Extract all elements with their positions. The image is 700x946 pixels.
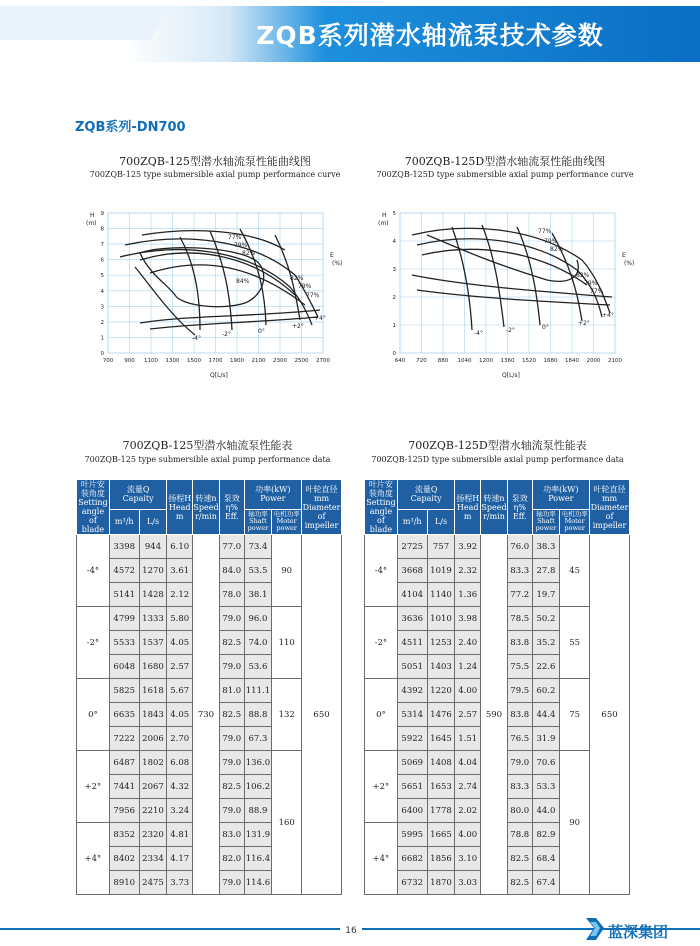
header-flow-ls: L/s [427, 509, 455, 534]
header-flow-m3h: m³/h [397, 509, 427, 534]
chart1-angle-label: -2° [222, 331, 231, 338]
efficiency-cell: 79.0 [219, 727, 244, 751]
shaft-power-cell: 38.1 [244, 583, 272, 607]
flow-m3h-cell: 4104 [397, 583, 427, 607]
y-tick-label: 3 [392, 267, 396, 273]
header-head: 扬程H Head m [455, 480, 481, 535]
x-tick-label: 1900 [230, 358, 244, 364]
flow-ls-cell: 1019 [427, 559, 455, 583]
flow-ls-cell: 1220 [427, 679, 455, 703]
series-title: ZQB系列-DN700 [75, 120, 186, 135]
blade-angle-cell: 0° [365, 679, 398, 751]
flow-m3h-cell: 5825 [109, 679, 139, 703]
chart1-angle-label: +4° [314, 315, 326, 322]
flow-ls-cell: 2334 [139, 847, 167, 871]
header-diameter: 叶轮直径 mm Diameter of impeller [302, 480, 342, 535]
flow-ls-cell: 2320 [139, 823, 167, 847]
x-tick-label: 2500 [294, 358, 309, 364]
flow-m3h-cell: 7441 [109, 775, 139, 799]
shaft-power-cell: 131.9 [244, 823, 272, 847]
x-tick-label: 900 [124, 358, 135, 364]
header-angle: 叶片安 装角度 Setting angle of blade [366, 480, 396, 534]
motor-power-cell: 90 [272, 535, 302, 607]
head-cell: 3.03 [455, 871, 481, 895]
efficiency-cell: 81.0 [219, 679, 244, 703]
y-tick-label: 2 [392, 295, 396, 301]
head-cell: 2.32 [455, 559, 481, 583]
x-tick-label: 720 [416, 358, 427, 364]
impeller-diameter-cell: 650 [590, 535, 630, 895]
flow-m3h-cell: 3636 [397, 607, 427, 631]
flow-m3h-cell: 2725 [397, 535, 427, 559]
efficiency-cell: 83.3 [507, 775, 532, 799]
chart2-e-unit: (%) [624, 260, 635, 267]
x-tick-label: 1200 [479, 358, 493, 364]
efficiency-cell: 79.0 [219, 655, 244, 679]
efficiency-cell: 82.5 [507, 847, 532, 871]
page-number: 16 [340, 926, 362, 942]
y-tick-label: 9 [100, 211, 104, 217]
head-cell: 4.32 [167, 775, 193, 799]
table2-title-cn: 700ZQB-125D型潜水轴流泵性能表 [408, 439, 587, 452]
flow-m3h-cell: 5533 [109, 631, 139, 655]
header-power: 功率(kW) Power [244, 480, 302, 510]
table2-performance-data [364, 479, 630, 895]
shaft-power-cell: 67.3 [244, 727, 272, 751]
head-cell: 4.00 [455, 823, 481, 847]
flow-m3h-cell: 5922 [397, 727, 427, 751]
chart2-angle-label: -2° [506, 327, 515, 334]
flow-ls-cell: 1408 [427, 751, 455, 775]
efficiency-cell: 83.3 [507, 559, 532, 583]
chart2-angle-label: -4° [474, 330, 483, 337]
shaft-power-cell: 106.2 [244, 775, 272, 799]
efficiency-cell: 79.0 [219, 871, 244, 895]
chart1-title-cn: 700ZQB-125型潜水轴流泵性能曲线图 [119, 155, 311, 168]
flow-ls-cell: 1802 [139, 751, 167, 775]
efficiency-cell: 82.0 [219, 847, 244, 871]
x-tick-label: 2100 [608, 358, 622, 364]
flow-m3h-cell: 8910 [109, 871, 139, 895]
chart1-eff-label: 77% [228, 234, 242, 241]
x-tick-label: 2700 [316, 358, 330, 364]
blade-angle-cell: -4° [77, 535, 110, 607]
table1-title-cn: 700ZQB-125型潜水轴流泵性能表 [122, 439, 293, 452]
head-cell: 5.67 [167, 679, 193, 703]
head-cell: 4.00 [455, 679, 481, 703]
y-tick-label: 2 [100, 319, 104, 326]
chart2-h-unit: (m) [378, 220, 389, 227]
chart1-angle-label: -4° [192, 335, 201, 342]
flow-m3h-cell: 6048 [109, 655, 139, 679]
flow-m3h-cell: 6487 [109, 751, 139, 775]
head-cell: 1.51 [455, 727, 481, 751]
shaft-power-cell: 44.4 [532, 703, 560, 727]
header-angle: 叶片安 装角度 Setting angle of blade [78, 480, 108, 534]
table-row [365, 535, 630, 559]
efficiency-cell: 77.0 [219, 535, 244, 559]
shaft-power-cell: 35.2 [532, 631, 560, 655]
head-cell: 2.74 [455, 775, 481, 799]
head-cell: 4.17 [167, 847, 193, 871]
shaft-power-cell: 50.2 [532, 607, 560, 631]
efficiency-cell: 75.5 [507, 655, 532, 679]
motor-power-cell: 45 [560, 535, 590, 607]
flow-ls-cell: 2067 [139, 775, 167, 799]
blade-angle-cell: -2° [77, 607, 110, 679]
head-cell: 3.73 [167, 871, 193, 895]
chart2-eff-label: 82% [550, 246, 564, 253]
flow-ls-cell: 1537 [139, 631, 167, 655]
shaft-power-cell: 116.4 [244, 847, 272, 871]
head-cell: 3.92 [455, 535, 481, 559]
chart2-eff-label: 77% [590, 288, 604, 295]
page-title: ZQB系列潜水轴流泵技术参数 [256, 21, 604, 50]
flow-ls-cell: 1333 [139, 607, 167, 631]
chart2-eff-label: 77% [538, 228, 552, 235]
flow-m3h-cell: 4799 [109, 607, 139, 631]
motor-power-cell: 55 [560, 607, 590, 679]
shaft-power-cell: 136.0 [244, 751, 272, 775]
head-cell: 5.80 [167, 607, 193, 631]
chart2-title-en: 700ZQB-125D type submersible axial pump performance curve [376, 170, 634, 179]
chart2-angle-label: 0° [542, 324, 549, 331]
flow-m3h-cell: 8402 [109, 847, 139, 871]
flow-m3h-cell: 5651 [397, 775, 427, 799]
efficiency-cell: 83.0 [219, 823, 244, 847]
flow-ls-cell: 1428 [139, 583, 167, 607]
flow-m3h-cell: 6400 [397, 799, 427, 823]
head-cell: 2.40 [455, 631, 481, 655]
shaft-power-cell: 38.3 [532, 535, 560, 559]
flow-ls-cell: 1476 [427, 703, 455, 727]
header-motor-power: 电机功率 Moter power [272, 509, 302, 534]
y-tick-label: 1 [100, 335, 104, 342]
head-cell: 1.36 [455, 583, 481, 607]
chart1-performance-curve [80, 205, 355, 380]
blade-angle-cell: 0° [77, 679, 110, 751]
efficiency-cell: 83.8 [507, 703, 532, 727]
shaft-power-cell: 27.8 [532, 559, 560, 583]
y-tick-label: 6 [100, 257, 104, 264]
y-tick-label: 0 [100, 351, 104, 357]
shaft-power-cell: 96.0 [244, 607, 272, 631]
head-cell: 1.24 [455, 655, 481, 679]
shaft-power-cell: 53.6 [244, 655, 272, 679]
flow-m3h-cell: 7222 [109, 727, 139, 751]
shaft-power-cell: 114.6 [244, 871, 272, 895]
efficiency-cell: 78.5 [507, 607, 532, 631]
flow-ls-cell: 2006 [139, 727, 167, 751]
header-eff: 泵效 η% Eff. [219, 480, 244, 535]
efficiency-cell: 77.2 [507, 583, 532, 607]
efficiency-cell: 82.5 [507, 871, 532, 895]
flow-m3h-cell: 6732 [397, 871, 427, 895]
flow-ls-cell: 2210 [139, 799, 167, 823]
shaft-power-cell: 70.6 [532, 751, 560, 775]
chart2-x-label: Q[L/s] [502, 372, 520, 379]
shaft-power-cell: 88.8 [244, 703, 272, 727]
chart2-title-cn: 700ZQB-125D型潜水轴流泵性能曲线图 [404, 155, 606, 168]
motor-power-cell: 110 [272, 607, 302, 679]
speed-cell: 590 [481, 535, 508, 895]
efficiency-cell: 76.5 [507, 727, 532, 751]
x-tick-label: 1840 [565, 358, 579, 364]
chart1-h-label: H [90, 212, 95, 219]
blade-angle-cell: -2° [365, 607, 398, 679]
head-cell: 4.05 [167, 703, 193, 727]
y-tick-label: 5 [100, 273, 104, 280]
header-eff: 泵效 η% Eff. [507, 480, 532, 535]
flow-ls-cell: 1653 [427, 775, 455, 799]
flow-ls-cell: 1665 [427, 823, 455, 847]
x-tick-label: 2000 [586, 358, 601, 364]
flow-m3h-cell: 6635 [109, 703, 139, 727]
x-tick-label: 1300 [165, 358, 180, 364]
efficiency-cell: 82.5 [219, 631, 244, 655]
motor-power-cell: 160 [272, 751, 302, 895]
y-tick-label: 4 [100, 288, 104, 295]
shaft-power-cell: 88.9 [244, 799, 272, 823]
chart2-eff-label: 79% [584, 280, 598, 287]
chart1-angle-label: +2° [292, 323, 304, 330]
flow-m3h-cell: 6682 [397, 847, 427, 871]
shaft-power-cell: 73.4 [244, 535, 272, 559]
flow-ls-cell: 1140 [427, 583, 455, 607]
head-cell: 4.04 [455, 751, 481, 775]
header-head: 扬程H Head m [167, 480, 193, 535]
head-cell: 3.10 [455, 847, 481, 871]
shaft-power-cell: 44.0 [532, 799, 560, 823]
efficiency-cell: 82.5 [219, 775, 244, 799]
head-cell: 6.10 [167, 535, 193, 559]
head-cell: 3.61 [167, 559, 193, 583]
flow-m3h-cell: 5051 [397, 655, 427, 679]
header-shaft-power: 轴功率 Shaft power [532, 509, 560, 534]
shaft-power-cell: 74.0 [244, 631, 272, 655]
flow-ls-cell: 944 [139, 535, 167, 559]
header-motor-power: 电机功率 Moter power [560, 509, 590, 534]
flow-ls-cell: 757 [427, 535, 455, 559]
head-cell: 2.12 [167, 583, 193, 607]
chart1-x-label: Q[L/s] [210, 372, 228, 379]
blade-angle-cell: +4° [77, 823, 110, 895]
chart1-h-unit: (m) [86, 220, 97, 227]
chart1-e-unit: (%) [332, 260, 343, 267]
efficiency-cell: 79.5 [507, 679, 532, 703]
x-tick-label: 2300 [273, 358, 287, 364]
chart1-eff-label: 77% [306, 292, 320, 299]
chart2-eff-label: 82% [576, 272, 590, 279]
efficiency-cell: 79.0 [219, 751, 244, 775]
flow-m3h-cell: 7956 [109, 799, 139, 823]
flow-ls-cell: 2475 [139, 871, 167, 895]
flow-m3h-cell: 5995 [397, 823, 427, 847]
efficiency-cell: 79.0 [507, 751, 532, 775]
speed-cell: 730 [193, 535, 220, 895]
motor-power-cell: 132 [272, 679, 302, 751]
flow-m3h-cell: 4572 [109, 559, 139, 583]
shaft-power-cell: 67.4 [532, 871, 560, 895]
header-shaft-power: 轴功率 Shaft power [244, 509, 272, 534]
chart1-eff-label: 82% [290, 275, 304, 282]
flow-ls-cell: 1856 [427, 847, 455, 871]
y-tick-label: 7 [100, 242, 104, 249]
x-tick-label: 1680 [543, 358, 558, 364]
x-tick-label: 880 [437, 358, 449, 364]
flow-ls-cell: 1010 [427, 607, 455, 631]
y-tick-label: 8 [100, 226, 104, 233]
flow-m3h-cell: 3668 [397, 559, 427, 583]
impeller-diameter-cell: 650 [302, 535, 342, 895]
blade-angle-cell: +4° [365, 823, 398, 895]
head-cell: 2.02 [455, 799, 481, 823]
shaft-power-cell: 111.1 [244, 679, 272, 703]
table-row [77, 535, 342, 559]
flow-ls-cell: 1270 [139, 559, 167, 583]
chart1-angle-label: 0° [258, 328, 265, 335]
y-tick-label: 4 [392, 239, 396, 245]
efficiency-cell: 76.0 [507, 535, 532, 559]
header-flow: 流量Q Capaity [397, 480, 455, 510]
company-logo [584, 916, 694, 944]
chart2-performance-curve [372, 205, 647, 380]
header-flow: 流量Q Capaity [109, 480, 167, 510]
head-cell: 6.08 [167, 751, 193, 775]
y-tick-label: 5 [392, 211, 396, 217]
efficiency-cell: 79.0 [219, 799, 244, 823]
chart1-eff-label: 79% [234, 242, 248, 249]
chart2-angle-label: +4° [602, 312, 614, 319]
flow-m3h-cell: 5069 [397, 751, 427, 775]
head-cell: 4.81 [167, 823, 193, 847]
x-tick-label: 1520 [522, 358, 536, 364]
chart1-eff-label: 82% [242, 250, 256, 257]
header-diameter: 叶轮直径 mm Diameter of impeller [590, 480, 630, 535]
flow-m3h-cell: 8352 [109, 823, 139, 847]
header-flow-ls: L/s [139, 509, 167, 534]
y-tick-label: 3 [100, 304, 104, 311]
head-cell: 2.70 [167, 727, 193, 751]
flow-m3h-cell: 5314 [397, 703, 427, 727]
shaft-power-cell: 60.2 [532, 679, 560, 703]
chart1-eff-label: 84% [236, 278, 250, 285]
table1-title-en: 700ZQB-125 type submersible axial pump performance data [84, 455, 331, 464]
efficiency-cell: 78.8 [507, 823, 532, 847]
logo-text: 蓝深集团 [608, 923, 669, 941]
header-speed: 转速n Speed r/min [193, 480, 220, 535]
table2-title-en: 700ZQB-125D type submersible axial pump performance data [371, 455, 624, 464]
x-tick-label: 1360 [500, 358, 515, 364]
flow-ls-cell: 1645 [427, 727, 455, 751]
head-cell: 4.05 [167, 631, 193, 655]
shaft-power-cell: 53.3 [532, 775, 560, 799]
y-tick-label: 0 [392, 351, 396, 357]
header-flow-m3h: m³/h [109, 509, 139, 534]
shaft-power-cell: 19.7 [532, 583, 560, 607]
efficiency-cell: 78.0 [219, 583, 244, 607]
chart1-e-label: E [330, 252, 334, 259]
blade-angle-cell: -4° [365, 535, 398, 607]
chart1-eff-label: 79% [298, 283, 312, 290]
head-cell: 2.57 [167, 655, 193, 679]
motor-power-cell: 75 [560, 679, 590, 751]
efficiency-cell: 80.0 [507, 799, 532, 823]
flow-ls-cell: 1870 [427, 871, 455, 895]
blade-angle-cell: +2° [77, 751, 110, 823]
chart1-title-en: 700ZQB-125 type submersible axial pump performance curve [89, 170, 341, 179]
header-power: 功率(kW) Power [532, 480, 590, 510]
x-tick-label: 1500 [187, 358, 201, 364]
head-cell: 3.98 [455, 607, 481, 631]
flow-ls-cell: 1403 [427, 655, 455, 679]
chart2-angle-label: +2° [578, 320, 590, 327]
x-tick-label: 1700 [208, 358, 223, 364]
chart2-h-label: H [382, 212, 387, 219]
chart2-eff-label: 79% [544, 238, 558, 245]
logo-mark-icon [584, 916, 606, 942]
blade-angle-cell: +2° [365, 751, 398, 823]
x-tick-label: 700 [102, 358, 114, 364]
flow-m3h-cell: 5141 [109, 583, 139, 607]
x-tick-label: 2100 [251, 358, 266, 364]
head-cell: 2.57 [455, 703, 481, 727]
flow-m3h-cell: 4511 [397, 631, 427, 655]
flow-ls-cell: 1843 [139, 703, 167, 727]
efficiency-cell: 84.0 [219, 559, 244, 583]
flow-ls-cell: 1253 [427, 631, 455, 655]
efficiency-cell: 82.5 [219, 703, 244, 727]
flow-m3h-cell: 4392 [397, 679, 427, 703]
shaft-power-cell: 82.9 [532, 823, 560, 847]
head-cell: 3.24 [167, 799, 193, 823]
efficiency-cell: 79.0 [219, 607, 244, 631]
shaft-power-cell: 68.4 [532, 847, 560, 871]
x-tick-label: 640 [394, 358, 406, 364]
header-speed: 转速n Speed r/min [481, 480, 508, 535]
efficiency-cell: 83.8 [507, 631, 532, 655]
y-tick-label: 1 [392, 323, 396, 329]
shaft-power-cell: 53.5 [244, 559, 272, 583]
shaft-power-cell: 31.9 [532, 727, 560, 751]
motor-power-cell: 90 [560, 751, 590, 895]
flow-ls-cell: 1680 [139, 655, 167, 679]
x-tick-label: 1100 [144, 358, 158, 364]
flow-m3h-cell: 3398 [109, 535, 139, 559]
x-tick-label: 1040 [457, 358, 472, 364]
chart2-e-label: E [622, 252, 626, 259]
flow-ls-cell: 1778 [427, 799, 455, 823]
shaft-power-cell: 22.6 [532, 655, 560, 679]
table1-performance-data [76, 479, 342, 895]
flow-ls-cell: 1618 [139, 679, 167, 703]
